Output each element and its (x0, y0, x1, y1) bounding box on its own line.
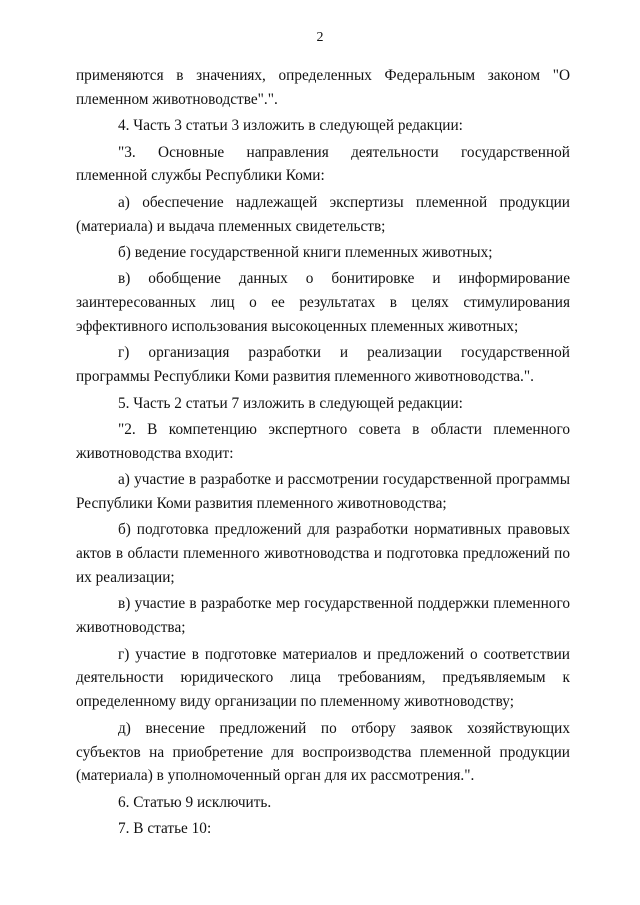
paragraph-subitem-v: в) обобщение данных о бонитировке и информирование заинтересованных лиц о ее результатах в целях стимулирования эффективного использования высокоценных племенных животных; (76, 270, 570, 336)
paragraph-subitem-g: г) организация разработки и реализации государственной программы Республики Коми развития племенного животноводства.". (76, 344, 570, 386)
document-body (76, 64, 570, 841)
paragraph-subitem-b: б) ведение государственной книги племенных животных; (118, 243, 493, 261)
paragraph-item-6: 6. Статью 9 исключить. (118, 793, 272, 811)
page-number: 2 (316, 30, 324, 45)
paragraph-competence-b: б) подготовка предложений для разработки нормативных правовых актов в области племенного животноводства и подготовка предложений по их реализации; (76, 521, 570, 587)
paragraph-item-7: 7. В статье 10: (118, 820, 212, 838)
paragraph-competence-v: в) участие в разработке мер государственной поддержки племенного животноводства; (76, 595, 570, 637)
paragraph-competence-d: д) внесение предложений по отбору заявок хозяйствующих субъектов на приобретение для воспроизводства племенной продукции (материала) в уполномоченный орган для их рассмотрения.". (76, 719, 570, 785)
paragraph-competence-g: г) участие в подготовке материалов и предложений о соответствии деятельности юридического лица требованиям, предъявляемым к определенному виду организации по племенному животноводству; (76, 645, 570, 711)
paragraph-article-3-part-3: "3. Основные направления деятельности государственной племенной службы Республики Коми: (76, 143, 570, 185)
paragraph-item-4: 4. Часть 3 статьи 3 изложить в следующей редакции: (118, 117, 463, 135)
paragraph-item-5: 5. Часть 2 статьи 7 изложить в следующей редакции: (118, 394, 463, 412)
paragraph-subitem-a: а) обеспечение надлежащей экспертизы племенной продукции (материала) и выдача племенных свидетельств; (76, 193, 570, 235)
paragraph-article-7-part-2: "2. В компетенцию экспертного совета в области племенного животноводства входит: (76, 420, 570, 462)
paragraph-competence-a: а) участие в разработке и рассмотрении государственной программы Республики Коми развития племенного животноводства; (76, 471, 570, 512)
paragraph-continuation: применяются в значениях, определенных Федеральным законом "О племенном животноводстве".". (76, 67, 570, 108)
